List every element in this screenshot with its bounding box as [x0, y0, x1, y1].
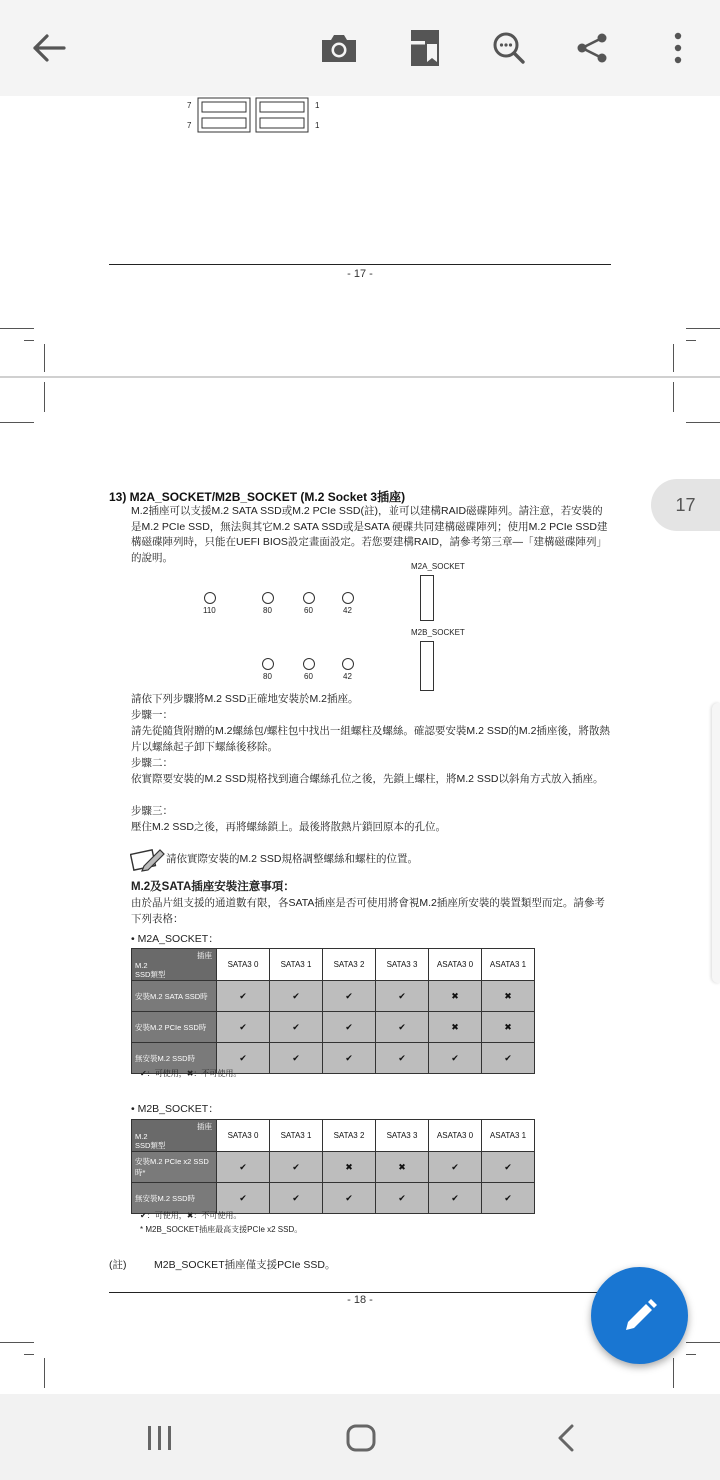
page-footer-rule: [109, 1292, 611, 1293]
table-corner-header: 插座 M.2 SSD類型: [132, 1120, 217, 1152]
table-cell: ✔: [429, 1183, 482, 1214]
pin-label: 1: [315, 121, 320, 130]
standoff-hole-60: [303, 592, 315, 604]
nav-back-icon[interactable]: [546, 1418, 586, 1458]
pin-label: 7: [187, 121, 192, 130]
table-column-header: SATA3 0: [217, 1120, 270, 1152]
standoff-hole-42: [342, 592, 354, 604]
table-cell: ✔: [376, 1043, 429, 1074]
size-label: 42: [343, 606, 352, 615]
table-corner-header: 插座 M.2 SSD類型: [132, 949, 217, 981]
table-column-header: SATA3 3: [376, 949, 429, 981]
step2-text: 依實際要安裝的M.2 SSD規格找到適合螺絲孔位之後，先鎖上螺柱，將M.2 SSD以斜角方式放入插座。: [131, 773, 604, 785]
table-cell: ✔: [270, 1152, 323, 1183]
table-cell: ✔: [323, 1043, 376, 1074]
edit-fab-button[interactable]: [591, 1267, 688, 1364]
table-cell: ✔: [429, 1152, 482, 1183]
section-heading: 13) M2A_SOCKET/M2B_SOCKET (M.2 Socket 3插座): [109, 490, 406, 504]
table-cell: ✖: [482, 1012, 535, 1043]
table-column-header: ASATA3 1: [482, 949, 535, 981]
pin-label: 1: [315, 101, 320, 110]
standoff-hole-80: [262, 658, 274, 670]
note-pencil-icon: [130, 846, 166, 877]
table-column-header: SATA3 3: [376, 1120, 429, 1152]
table-column-header: SATA3 2: [323, 949, 376, 981]
standoff-hole-80: [262, 592, 274, 604]
page-indicator-badge: 17: [651, 479, 720, 531]
table-cell: ✔: [482, 1183, 535, 1214]
table-row: [132, 1152, 535, 1183]
socket-b-label: M2B_SOCKET: [411, 628, 465, 637]
table-cell: ✔: [217, 981, 270, 1012]
table-cell: ✖: [323, 1152, 376, 1183]
scroll-handle[interactable]: [712, 703, 720, 983]
step3-text: 壓住M.2 SSD之後，再將螺絲鎖上。最後將散熱片鎖回原本的孔位。: [131, 821, 447, 833]
table-cell: ✖: [482, 981, 535, 1012]
size-label: 60: [304, 672, 313, 681]
row-label: 無安裝M.2 SSD時: [132, 1043, 217, 1074]
camera-icon[interactable]: [311, 20, 367, 76]
document-page-18: [0, 378, 720, 1394]
table-cell: ✔: [270, 1012, 323, 1043]
size-label: 60: [304, 606, 313, 615]
app-toolbar: [0, 0, 720, 97]
pin-label: 7: [187, 101, 192, 110]
row-label: 無安裝M.2 SSD時: [132, 1183, 217, 1214]
note-marker: (註): [109, 1259, 127, 1271]
m2b-slot: [420, 641, 434, 691]
size-label: 80: [263, 606, 272, 615]
table-cell: ✔: [270, 1183, 323, 1214]
table-column-header: ASATA3 1: [482, 1120, 535, 1152]
sata-heading: M.2及SATA插座安裝注意事項：: [131, 881, 295, 893]
table-row: [132, 981, 535, 1012]
m2a-sata-table: [131, 948, 535, 1074]
document-page-17: [0, 96, 720, 376]
size-label: 80: [263, 672, 272, 681]
table-column-header: SATA3 1: [270, 949, 323, 981]
row-label: 安裝M.2 PCIe x2 SSD時*: [132, 1152, 217, 1183]
page-number: - 17 -: [347, 268, 373, 280]
table-cell: ✔: [376, 1012, 429, 1043]
table-cell: ✔: [217, 1152, 270, 1183]
legend-a: ✔：可使用，✖：不可使用。: [140, 1069, 242, 1078]
standoff-hole-42: [342, 658, 354, 670]
step2-title: 步驟二：: [131, 757, 173, 769]
size-label: 110: [203, 606, 216, 615]
table-column-header: ASATA3 0: [429, 1120, 482, 1152]
table-column-header: SATA3 0: [217, 949, 270, 981]
table-cell: ✔: [217, 1043, 270, 1074]
table-a-title: • M2A_SOCKET：: [131, 933, 219, 945]
recents-icon[interactable]: [140, 1418, 180, 1458]
steps-intro: 請依下列步驟將M.2 SSD正確地安裝於M.2插座。: [131, 693, 359, 705]
table-column-header: SATA3 1: [270, 1120, 323, 1152]
m2a-slot: [420, 575, 434, 621]
system-nav-bar: [0, 1394, 720, 1480]
m2b-sata-table: [131, 1119, 535, 1214]
table-row: [132, 1012, 535, 1043]
intro-paragraph: M.2插座可以支援M.2 SATA SSD或M.2 PCIe SSD(註)，並可以建構RAID磁碟陣列。請注意，若安裝的是M.2 PCIe SSD，無法與其它M.2 SATA SSD或是SATA 硬碟共同建構磁碟陣列；使用M.2 PCIe SSD建構磁碟陣列時，只能在UEFI BIOS設定畫面設定。若您要建構RAID，請參考第三章—「建構磁碟陣列」的說明。: [131, 505, 608, 564]
page-number: - 18 -: [347, 1294, 373, 1306]
table-cell: ✔: [429, 1043, 482, 1074]
step1-title: 步驟一：: [131, 709, 173, 721]
search-icon[interactable]: [481, 20, 537, 76]
footnote-b: * M2B_SOCKET插座最高支援PCIe x2 SSD。: [140, 1225, 303, 1234]
table-column-header: SATA3 2: [323, 1120, 376, 1152]
back-arrow-icon[interactable]: [21, 20, 77, 76]
table-cell: ✔: [482, 1043, 535, 1074]
pencil-icon: [620, 1296, 660, 1336]
home-icon[interactable]: [340, 1418, 382, 1458]
step1-text: 請先從隨貨附贈的M.2螺絲包/螺柱包中找出一組螺柱及螺絲。確認要安裝M.2 SSD的M.2插座後，將散熱片以螺絲起子卸下螺絲後移除。: [131, 725, 610, 753]
bookmark-icon[interactable]: [397, 20, 453, 76]
table-cell: ✔: [217, 1012, 270, 1043]
row-label: 安裝M.2 PCIe SSD時: [132, 1012, 217, 1043]
table-cell: ✔: [323, 1183, 376, 1214]
table-cell: ✔: [270, 1043, 323, 1074]
table-cell: ✔: [323, 981, 376, 1012]
table-cell: ✔: [323, 1012, 376, 1043]
table-cell: ✔: [270, 981, 323, 1012]
socket-a-label: M2A_SOCKET: [411, 562, 465, 571]
page-footer-rule: [109, 264, 611, 265]
more-vertical-icon[interactable]: [650, 20, 706, 76]
table-b-title: • M2B_SOCKET：: [131, 1103, 219, 1115]
table-cell: ✔: [376, 981, 429, 1012]
table-cell: ✖: [376, 1152, 429, 1183]
standoff-hole-60: [303, 658, 315, 670]
size-label: 42: [343, 672, 352, 681]
table-cell: ✖: [429, 1012, 482, 1043]
sata-paragraph: 由於晶片組支援的通道數有限，各SATA插座是否可使用將會視M.2插座所安裝的裝置類型而定。請參考下列表格：: [131, 897, 605, 925]
step3-title: 步驟三：: [131, 805, 173, 817]
footer-note: M2B_SOCKET插座僅支援PCIe SSD。: [154, 1259, 336, 1271]
note-text: 請依實際安裝的M.2 SSD規格調整螺絲和螺柱的位置。: [166, 853, 419, 865]
table-cell: ✔: [217, 1183, 270, 1214]
row-label: 安裝M.2 SATA SSD時: [132, 981, 217, 1012]
legend-b: ✔：可使用，✖：不可使用。: [140, 1211, 242, 1220]
share-icon[interactable]: [564, 20, 620, 76]
table-column-header: ASATA3 0: [429, 949, 482, 981]
table-cell: ✖: [429, 981, 482, 1012]
table-cell: ✔: [376, 1183, 429, 1214]
table-cell: ✔: [482, 1152, 535, 1183]
standoff-hole-110: [204, 592, 216, 604]
